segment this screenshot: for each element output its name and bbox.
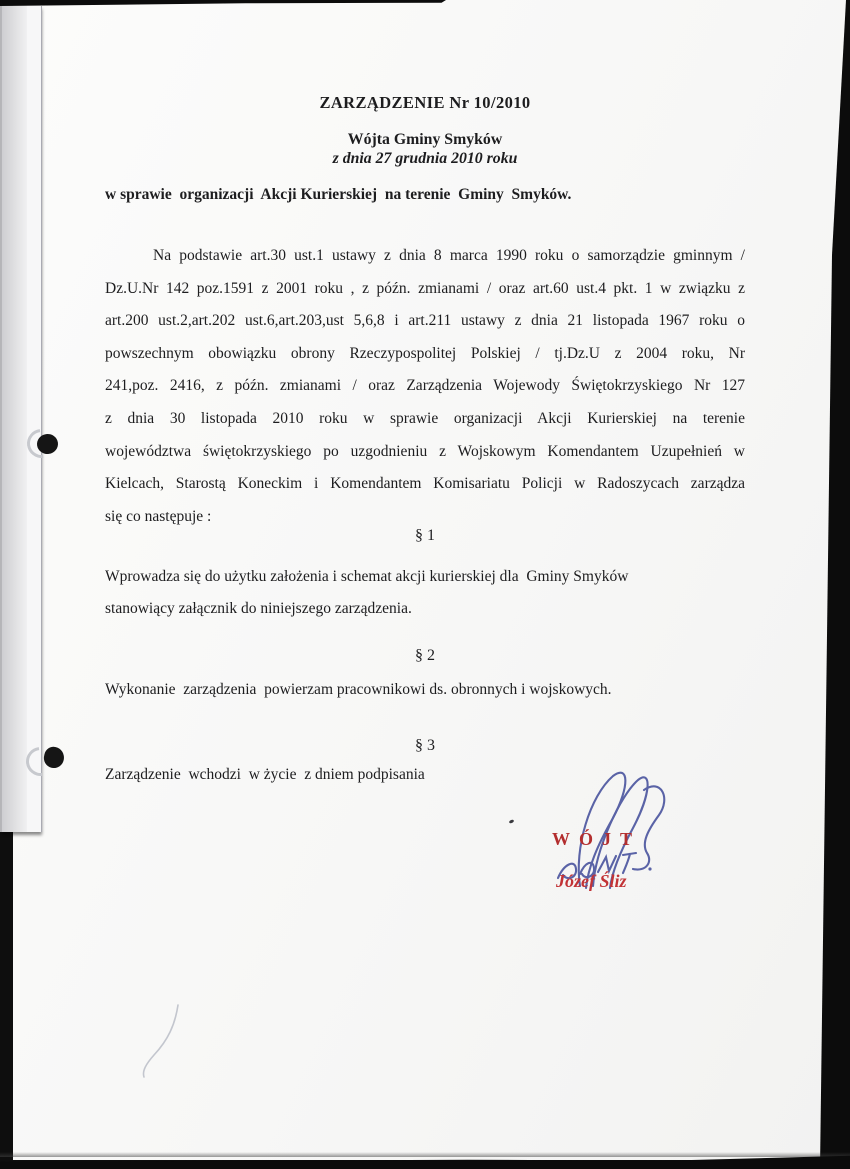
preamble-line: powszechnym obowiązku obrony Rzeczypospolitej Polskiej / tj.Dz.U z 2004 roku, Nr <box>105 344 745 362</box>
preamble-line: art.200 ust.2,art.202 ust.6,art.203,ust 5,6,8 i art.211 ustawy z dnia 21 listopada 1967 roku o <box>105 312 745 330</box>
preamble-line: Dz.U.Nr 142 poz.1591 z 2001 roku , z późn. zmianami / oraz art.60 ust.4 pkt. 1 w związku z <box>105 279 745 297</box>
preamble-line: Kielcach, Starostą Koneckim i Komendantem Komisariatu Policji w Radoszycach zarządza <box>105 475 745 493</box>
section-symbol-1: § 1 <box>415 527 435 544</box>
document-subject: w sprawie organizacji Akcji Kurierskiej na terenie Gminy Smyków. <box>105 186 572 203</box>
section-symbol-2: § 2 <box>415 647 435 664</box>
section-1-line: stanowiący załącznik do niniejszego zarządzenia. <box>105 600 412 617</box>
section-symbol-3: § 3 <box>415 737 435 754</box>
preamble-line: województwa świętokrzyskiego po uzgodnieniu z Wojskowym Komendantem Uzupełnień w <box>105 442 745 460</box>
stamp-name-jozef-sliz: Józef Śliz <box>556 871 627 891</box>
document-author: Wójta Gminy Smyków <box>347 131 503 148</box>
paper-crease-mark <box>130 995 200 1085</box>
document-date: z dnia 27 grudnia 2010 roku <box>332 150 518 167</box>
section-1-line: Wprowadza się do użytku założenia i schemat akcji kurierskiej dla Gminy Smyków <box>105 568 629 585</box>
preamble-line: Na podstawie art.30 ust.1 ustawy z dnia 8 marca 1990 roku o samorządzie gminnym / <box>153 247 745 264</box>
preamble-line: z dnia 30 listopada 2010 roku w sprawie organizacji Akcji Kurierskiej na terenie <box>105 409 745 427</box>
section-1-text <box>105 561 745 625</box>
document-title: ZARZĄDZENIE Nr 10/2010 <box>319 93 531 112</box>
preamble-line: się co następuje : <box>105 507 212 525</box>
legal-preamble <box>105 240 745 533</box>
page-bottom-shadow <box>0 1152 850 1157</box>
stamp-title-wojt: WÓJT <box>552 829 642 849</box>
section-2-text: Wykonanie zarządzenia powierzam pracownikowi ds. obronnych i wojskowych. <box>105 681 612 698</box>
section-3-text: Zarządzenie wchodzi w życie z dniem podpisania <box>105 766 425 783</box>
scan-left-shading <box>0 4 27 832</box>
preamble-line: 241,poz. 2416, z późn. zmianami / oraz Zarządzenia Wojewody Świętokrzyskiego Nr 127 <box>105 377 745 395</box>
